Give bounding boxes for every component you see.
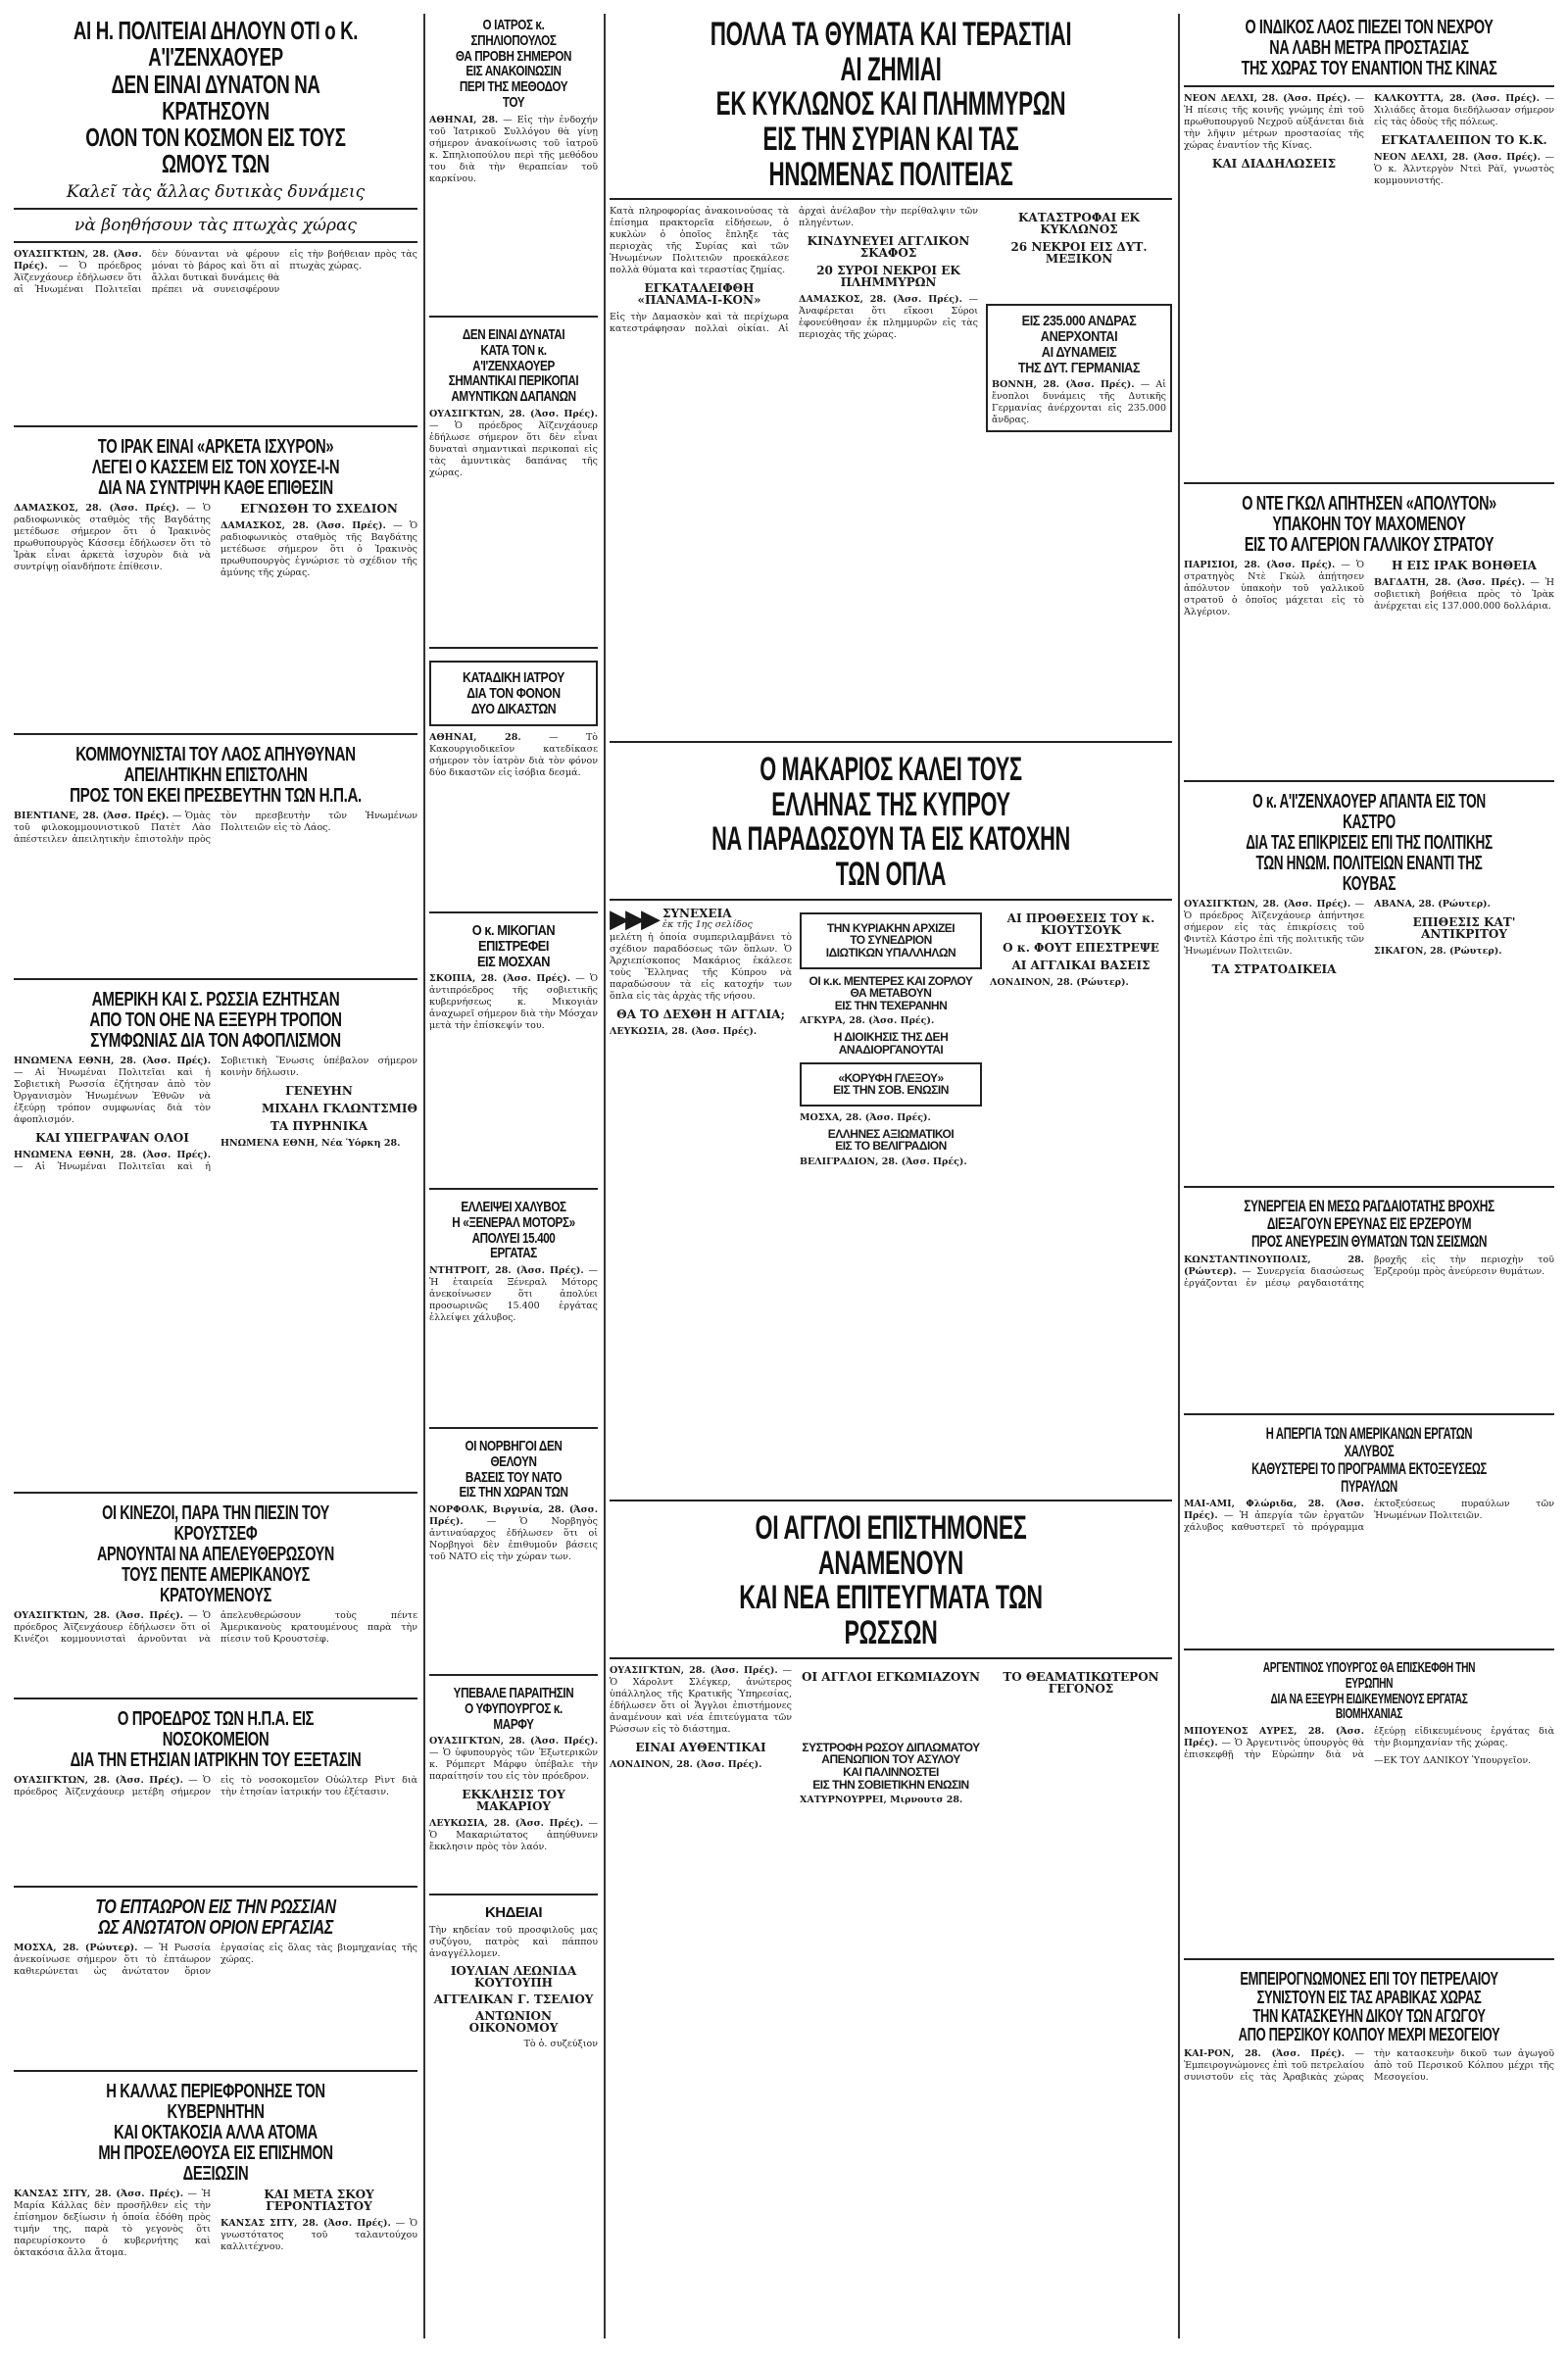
dateline: ΒΙΕΝΤΙΑΝΕ, 28. (Ἀσσ. Πρές). — [14, 811, 170, 821]
column-2 — [429, 14, 598, 2195]
article-cyclone — [610, 14, 1172, 735]
article-seven-hour — [14, 1894, 417, 2064]
signature: ΜΙΧΑΗΛ ΓΚΛΩΝΤΣΜΙΘ — [261, 1102, 417, 1115]
divider — [429, 1188, 598, 1190]
article-text: — Ὁ Χάρολντ Σλέγκερ, ἀνώτερος ὑπάλληλος τῆς Κρατικῆς Ὑπηρεσίας, ἐδήλωσεν ὅτι οἱ Ἄγγλοι ἐπιστήμονες ἀναμένουν καὶ νέα ἐπιτεύγματα τῶν Ρώσσων εἰς τὸ διάστημα. — [610, 1664, 792, 1735]
dateline: ΚΑΝΣΑΣ ΣΙΤΥ, 28. (Ἀσσ. Πρές). — [220, 2218, 391, 2229]
headline-box — [429, 661, 598, 726]
headline: Ο κ. Α'Ι'ΖΕΝΧΑΟΥΕΡ ΑΠΑΝΤΑ ΕΙΣ ΤΟΝ ΚΑΣΤΡΟ ΔΙΑ ΤΑΣ ΕΠΙΚΡΙΣΕΙΣ ΕΠΙ ΤΗΣ ΠΟΛΙΤΙΚΗΣ ΤΩΝ ΗΝΩΜ. ΠΟΛΙΤΕΙΩΝ ΕΝΑΝΤΙ ΤΗΣ ΚΟΥΒΑΣ — [1246, 791, 1493, 895]
article-eisenhower-world — [14, 14, 417, 419]
subhead: ΑΙ ΠΡΟΘΕΣΕΙΣ ΤΟΥ κ. ΚΙΟΥΤΣΟΥΚ — [1006, 910, 1155, 937]
article-erzurum-quake — [1184, 1194, 1554, 1407]
subheadline: νὰ βοηθήσουν τὰς πτωχὰς χώρας — [74, 215, 357, 235]
article-text: — Ἡ Ρωσσία ἀνεκοίνωσε σήμερον ὅτι τὸ ἑπτάωρον καθιερώνεται ὡς ἀνώτατον ὅριον ἐργασίας εἰς ὅλας τὰς βιομηχανίας τῆς χώρας. — [14, 1943, 417, 1977]
scientists-columns — [610, 1665, 1172, 2331]
subhead: «ΚΟΡΥΦΗ ΓΛΕΞΟΥ» ΕΙΣ ΤΗΝ ΣΟΒ. ΕΝΩΣΙΝ — [833, 1070, 949, 1098]
subhead: ΕΙΝΑΙ ΑΥΘΕΝΤΙΚΑΙ — [635, 1740, 766, 1754]
subhead: ΓΕΝΕΥΗΝ — [285, 1084, 353, 1098]
funeral-notices — [429, 1901, 598, 2195]
headline: ΚΗΔΕΙΑΙ — [484, 1904, 543, 1921]
headline: Ο ΝΤΕ ΓΚΩΛ ΑΠΗΤΗΣΕΝ «ΑΠΟΛΥΤΟΝ» ΥΠΑΚΟΗΝ ΤΟΥ ΜΑΧΟΜΕΝΟΥ ΕΙΣ ΤΟ ΑΛΓΕΡΙΟΝ ΓΑΛΛΙΚΟΥ ΣΤΡΑΤΟΥ — [1242, 493, 1496, 556]
article-text: Κατὰ πληροφορίας ἀνακοινούσας τὰ ἐπίσημα πρακτορεῖα εἰδήσεων, ὁ κυκλὼν ὁ ὁποῖος ἔπληξε τὰς περιοχὰς τῆς Συρίας καὶ τῶν Ἡνωμένων Πολιτειῶν προεκάλεσε πολλὰ θύματα καὶ τεραστίας ζημίας. — [610, 206, 789, 276]
article-text: — Ὁ ἀντιπρόεδρος τῆς σοβιετικῆς κυβερνήσεως κ. Μικογιὰν ἀναχωρεῖ σήμερον διὰ τὴν Μόσχαν μετὰ τὴν ἐπίσκεψίν του. — [429, 973, 598, 1032]
article-communists — [14, 741, 417, 972]
divider — [1184, 1958, 1554, 1960]
headline: ΟΙ ΝΟΡΒΗΓΟΙ ΔΕΝ ΘΕΛΟΥΝ ΒΑΣΕΙΣ ΤΟΥ ΝΑΤΟ ΕΙΣ ΤΗΝ ΧΩΡΑΝ ΤΩΝ — [459, 1438, 568, 1501]
article-body — [14, 503, 417, 726]
article-makarios — [610, 749, 1172, 1494]
article-body — [14, 1943, 417, 2050]
headline: ΤΟ ΕΠΤΑΩΡΟΝ ΕΙΣ ΤΗΝ ΡΩΣΣΙΑΝ ΩΣ ΑΝΩΤΑΤΟΝ ΟΡΙΟΝ ΕΡΓΑΣΙΑΣ — [95, 1896, 336, 1939]
article-body — [1184, 899, 1554, 1180]
divider — [1184, 780, 1554, 782]
subhead: ΕΚΚΛΗΣΙΣ ΤΟΥ ΜΑΚΑΡΙΟΥ — [462, 1788, 565, 1814]
continuation-sub: ἐκ τῆς 1ης σελίδος — [662, 918, 753, 930]
continuation-marker — [610, 904, 792, 934]
dateline: ΔΑΜΑΣΚΟΣ, 28. (Ἀσσ. Πρές). — [799, 294, 962, 306]
article-iraq — [14, 433, 417, 727]
article-norway — [429, 1435, 598, 1668]
article-text: μελέτη ἡ ὁποία συμπεριλαμβάνει τὸ σχέδιον παραδόσεως τῶν ὅπλων. Ὁ Ἀρχιεπίσκοπος Μακάριος ἐκάλεσε τοὺς Ἕλληνας τῆς Κύπρου νὰ παραδώσουν τὰ εἰς κατοχήν των ὅπλα εἰς τὰς ἀρχὰς τῆς νήσου. — [610, 931, 792, 1002]
cyclone-columns — [610, 206, 1172, 735]
subhead: Ο κ. ΦΟΥΤ ΕΠΕΣΤΡΕΨΕ — [1003, 940, 1159, 955]
subhead: ΤΑ ΣΤΡΑΤΟΔΙΚΕΙΑ — [1211, 962, 1337, 976]
article-body — [14, 1056, 417, 1477]
divider — [429, 316, 598, 318]
column-rule — [604, 14, 606, 2338]
article-text: — Ὁ γνωστότατος τοῦ ταλαντούχου καλλιτέχνου. — [220, 2218, 417, 2252]
divider — [14, 2070, 417, 2072]
headline: ΚΑΤΑΔΙΚΗ ΙΑΤΡΟΥ ΔΙΑ ΤΟΝ ΦΟΝΟΝ ΔΥΟ ΔΙΚΑΣΤΩΝ — [463, 669, 564, 717]
dateline: ΝΕΟΝ ΔΕΛΧΙ, 28. (Ἀσσ. Πρές). — [1374, 152, 1541, 163]
subhead: ΑΙ ΑΓΓΛΙΚΑΙ ΒΑΣΕΙΣ — [1011, 958, 1151, 972]
box-headline: ΕΙΣ 235.000 ΑΝΔΡΑΣ ΑΝΕΡΧΟΝΤΑΙ ΑΙ ΔΥΝΑΜΕΙΣ ΤΗΣ ΔΥΤ. ΓΕΡΜΑΝΙΑΣ — [1017, 313, 1141, 376]
subhead: ΚΑΙ ΥΠΕΓΡΑΨΑΝ ΟΛΟΙ — [35, 1131, 189, 1145]
article-text: — Συνεργεία διασώσεως ἐργάζονται ἐν μέσῳ ραγδαιοτάτης βροχῆς εἰς τὴν περιοχὴν τοῦ Ἐρζερούμ πρὸς ἀνεύρεσιν θυμάτων. — [1184, 1254, 1554, 1289]
article-doctor — [429, 14, 598, 310]
dateline: ΟΥΑΣΙΓΚΤΩΝ, 28. (Ἀσσ. Πρές). — [14, 248, 142, 271]
dateline: ΛΟΝΔΙΝΟΝ, 28. (Ἀσσ. Πρές). — [610, 1758, 762, 1770]
subhead: ΚΑΤΑΣΤΡΟΦΑΙ ΕΚ ΚΥΚΛΩΝΟΣ — [1017, 211, 1140, 237]
dateline: ΛΕΥΚΩΣΙΑ, 28. (Ἀσσ. Πρές). — [429, 1818, 584, 1830]
dateline: ΑΘΗΝΑΙ, 28. — [429, 114, 499, 125]
divider — [1184, 1413, 1554, 1415]
article-castro — [1184, 788, 1554, 1180]
headline: Η ΑΠΕΡΓΙΑ ΤΩΝ ΑΜΕΡΙΚΑΝΩΝ ΕΡΓΑΤΩΝ ΧΑΛΥΒΟΣ ΚΑΘΥΣΤΕΡΕΙ ΤΟ ΠΡΟΓΡΑΜΜΑ ΕΚΤΟΞΕΥΣΕΩΣ ΠΥΡΑΥΛΩΝ — [1251, 1424, 1487, 1496]
subhead: ΤΗΝ ΚΥΡΙΑΚΗΝ ΑΡΧΙΖΕΙ ΤΟ ΣΥΝΕΔΡΙΟΝ ΙΔΙΩΤΙΚΩΝ ΥΠΑΛΛΗΛΩΝ — [825, 920, 956, 960]
article-body — [1184, 1726, 1554, 1952]
dateline: ΔΑΜΑΣΚΟΣ, 28. (Ἀσσ. Πρές). — [14, 503, 179, 514]
divider — [610, 1500, 1172, 1501]
dateline: ΝΕΟΝ ΔΕΛΧΙ, 28. (Ἀσσ. Πρές). — [1184, 93, 1350, 104]
article-president-hospital — [14, 1705, 417, 1880]
dateline: ΣΙΚΑΓΟΝ, 28. (Ρώυτερ). — [1374, 946, 1502, 957]
divider — [610, 899, 1172, 901]
article-text: — Ὁ πρόεδρος Ἀϊζενχάουερ ἐδήλωσε σήμερον ὅτι δὲν εἶναι δυναταὶ σημαντικαὶ περικοπαὶ εἰς τὰς ἀμυντικὰς δαπάνας τῆς χώρας. — [429, 419, 598, 478]
subhead: ΣΥΣΤΡΟΦΗ ΡΩΣΟΥ ΔΙΠΛΩΜΑΤΟΥ ΑΠΕΝΩΠΙΟΝ ΤΟΥ ΑΣΥΛΟΥ ΚΑΙ ΠΑΛΙΝΝΟΣΤΕΙ ΕΙΣ ΤΗΝ ΣΟΒΙΕΤΙΚΗΝ ΕΝΩΣΙΝ — [802, 1740, 980, 1792]
dateline: ΚΩΝΣΤΑΝΤΙΝΟΥΠΟΛΙΣ, 28. (Ρώυτερ). — [1184, 1254, 1364, 1277]
subhead: ΚΑΙ ΔΙΑΔΗΛΩΣΕΙΣ — [1211, 157, 1337, 171]
article-oil-pipeline — [1184, 1966, 1554, 2329]
dateline: ΛΕΥΚΩΣΙΑ, 28. (Ἀσσ. Πρές). — [610, 1025, 758, 1037]
article-body — [1184, 93, 1554, 466]
article-body — [14, 249, 417, 419]
dateline: ΑΘΗΝΑΙ, 28. — [429, 732, 521, 744]
article-note: —ΕΚ ΤΟΥ ΔΑΝΙΚΟΥ Ὑπουργεῖον. — [1374, 1755, 1532, 1766]
divider — [1184, 1648, 1554, 1650]
article-body — [429, 973, 598, 1169]
article-callas — [14, 2078, 417, 2362]
divider — [14, 733, 417, 735]
article-text: Εἰς τὴν Δαμασκὸν καὶ τὰ περίχωρα κατεστράφησαν πολλαὶ οἰκίαι. Αἱ ἀρχαὶ ἀνέλαβον τὴν περίθαλψιν τῶν πληγέντων. — [610, 206, 978, 335]
article-body — [1184, 560, 1554, 765]
headline: ΟΙ ΑΓΓΛΟΙ ΕΠΙΣΤΗΜΟΝΕΣ ΑΝΑΜΕΝΟΥΝ ΚΑΙ ΝΕΑ ΕΠΙΤΕΥΓΜΑΤΑ ΤΩΝ ΡΩΣΣΩΝ — [739, 1509, 1043, 1652]
article-body — [429, 732, 598, 895]
article-body — [610, 206, 978, 735]
article-body — [429, 1736, 598, 1888]
headline: Η ΚΑΛΛΑΣ ΠΕΡΙΕΦΡΟΝΗΣΕ ΤΟΝ ΚΥΒΕΡΝΗΤΗΝ ΚΑΙ ΟΚΤΑΚΟΣΙΑ ΑΛΛΑ ΑΤΟΜΑ ΜΗ ΠΡΟΣΕΛΘΟΥΣΑ ΕΙΣ ΕΠΙΣΗΜΟΝ ΔΕΞΙΩΣΙΝ — [98, 2081, 333, 2185]
article-text: — Ὁ Νορβηγὸς ἀντιναύαρχος ἐδήλωσεν ὅτι οἱ Νορβηγοὶ δὲν ἐπιθυμοῦν βάσεις τοῦ ΝΑΤΟ εἰς τὴν χώραν των. — [429, 1516, 598, 1562]
article-text: — Αἱ Ἡνωμέναι Πολιτεῖαι καὶ ἡ Σοβιετικὴ Ρωσσία ἐζήτησαν ἀπὸ τὸν Ὀργανισμὸν Ἡνωμένων Ἐθνῶν νὰ ἐξεύρῃ τρόπον συμφωνίας διὰ τὸν ἀφοπλισμόν. — [14, 1067, 211, 1125]
subhead: Η ΕΙΣ ΙΡΑΚ ΒΟΗΘΕΙΑ — [1392, 559, 1537, 572]
article-steel-strike — [1184, 1421, 1554, 1643]
gleb-box — [800, 1062, 982, 1107]
article-text: — Ὁ κ. Ἀλντεργὸν Ντεὶ Ρὰϊ, γνωστὸς κομμουνιστής. — [1374, 152, 1554, 186]
funeral-footer: Τὸ ὁ. συζεύξιον — [523, 2038, 598, 2049]
subhead: ΚΙΝΔΥΝΕΥΕΙ ΑΓΓΛΙΚΟΝ ΣΚΑΦΟΣ — [807, 234, 970, 261]
article-scientists — [610, 1507, 1172, 2331]
dateline: ΝΟΡΦΟΛΚ, Βιργινία, 28. (Ἀσσ. Πρές). — [429, 1504, 598, 1527]
divider — [1184, 482, 1554, 484]
headline: ΕΜΠΕΙΡΟΓΝΩΜΟΝΕΣ ΕΠΙ ΤΟΥ ΠΕΤΡΕΛΑΙΟΥ ΣΥΝΙΣΤΟΥΝ ΕΙΣ ΤΑΣ ΑΡΑΒΙΚΑΣ ΧΩΡΑΣ ΤΗΝ ΚΑΤΑΣΚΕΥΗΝ ΔΙΚΟΥ ΤΩΝ ΑΓΩΓΟΥ ΑΠΟ ΠΕΡΣΙΚΟΥ ΚΟΛΠΟΥ ΜΕΧΡΙ ΜΕΣΟΓΕΙΟΥ — [1238, 1969, 1500, 2044]
article-text: — Ὁ στρατηγὸς Ντὲ Γκὼλ ἀπῄτησεν ἀπόλυτον ὑπακοὴν τοῦ γαλλικοῦ στρατοῦ ὁ ὁποῖος μάχεται εἰς τὸ Ἀλγέριον. — [1184, 560, 1364, 617]
dateline: ΛΟΝΔΙΝΟΝ, 28. (Ρώυτερ). — [990, 976, 1129, 988]
subhead: ΟΙ ΑΓΓΛΟΙ ΕΓΚΩΜΙΑΖΟΥΝ — [802, 1669, 980, 1684]
dateline: ΟΥΑΣΙΓΚΤΩΝ, 28. (Ἀσσ. Πρές). — [14, 1610, 183, 1621]
article-body — [800, 1665, 982, 2331]
arrow-icon: ▶▶▶ — [610, 904, 657, 934]
divider — [14, 1492, 417, 1494]
article-text: — Ὁ πρόεδρος Ἀϊζενχάουερ ἀπήντησε σήμερον εἰς τὰς ἐπικρίσεις τοῦ Φιντὲλ Κάστρο ἐπὶ τῆς πολιτικῆς τῶν Ἡνωμένων Πολιτειῶν. — [1184, 899, 1364, 957]
subhead: ΕΠΙΘΕΣΙΣ ΚΑΤ' ΑΝΤΙΚΡΙΤΟΥ — [1412, 915, 1516, 941]
column-rule — [423, 14, 425, 2338]
article-body — [1184, 1499, 1554, 1643]
subhead: 20 ΣΥΡΟΙ ΝΕΚΡΟΙ ΕΚ ΠΛΗΜΜΥΡΩΝ — [816, 264, 960, 290]
dateline: ΟΥΑΣΙΓΚΤΩΝ, 28. (Ἀσσ. Πρές). — [610, 1664, 778, 1676]
dateline: ΒΑΓΔΑΤΗ, 28. (Ἀσσ. Πρές). — [1374, 577, 1526, 588]
subhead: ΚΑΙ ΜΕΤΑ ΣΚΟΥ ΓΕΡΟΝΤΙΑΣΤΟΥ — [264, 2188, 374, 2213]
divider — [610, 741, 1172, 743]
article-text: — Ἡ Μαρία Κάλλας δὲν προσῆλθεν εἰς τὴν ἐπίσημον δεξίωσιν ἡ ὁποία ἐδόθη πρὸς τιμήν της, παρὰ τὸ γεγονὸς ὅτι παρευρίσκοντο ὁ κυβερνήτης καὶ ὀκτακόσια ἄλλα ἄτομα. — [14, 2189, 211, 2258]
article-mikoyan — [429, 919, 598, 1182]
subhead: ΕΓΚΑΤΑΛΕΙΠΟΝ ΤΟ Κ.Κ. — [1381, 133, 1547, 147]
article-text: — Ὁ ραδιοφωνικὸς σταθμὸς τῆς Βαγδάτης μετέδωσε σήμερον ὅτι ὁ Ἰρακινὸς πρωθυπουργὸς Κάσσεμ ἐδήλωσεν ὅτι τὸ Ἰρὰκ εἶναι ἀρκετὰ ἰσχυρὸν διὰ νὰ συντρίψῃ οἱανδήποτε ἐπίθεσιν. — [14, 503, 211, 572]
headline: ΟΙ ΚΙΝΕΖΟΙ, ΠΑΡΑ ΤΗΝ ΠΙΕΣΙΝ ΤΟΥ ΚΡΟΥΣΤΣΕΦ ΑΡΝΟΥΝΤΑΙ ΝΑ ΑΠΕΛΕΥΘΕΡΩΣΟΥΝ ΤΟΥΣ ΠΕΝΤΕ ΑΜΕΡΙΚΑΝΟΥΣ ΚΡΑΤΟΥΜΕΝΟΥΣ — [97, 1502, 334, 1606]
dateline: ΒΕΛΙΓΡΑΔΙΟΝ, 28. (Ἀσσ. Πρές). — [800, 1156, 967, 1167]
column-3 — [610, 14, 1172, 2331]
headline: ΕΛΛΕΙΨΕΙ ΧΑΛΥΒΟΣ Η «ΞΕΝΕΡΑΛ ΜΟΤΟΡΣ» ΑΠΟΛΥΕΙ 15.400 ΕΡΓΑΤΑΣ — [452, 1199, 575, 1262]
article-text: — Ὁ Μακαριώτατος ἀπηύθυνεν ἔκκλησιν πρὸς τὸν λαόν. — [429, 1818, 598, 1853]
subhead: 26 ΝΕΚΡΟΙ ΕΙΣ ΔΥΤ. ΜΕΞΙΚΟΝ — [1010, 240, 1148, 267]
subhead: ΕΓΚΑΤΑΛΕΙΦΘΗ «ΠΑΝΑΜΑ-Ι-ΚΟΝ» — [637, 281, 761, 308]
employees-box — [800, 912, 982, 969]
divider — [610, 1657, 1172, 1659]
article-body — [429, 1504, 598, 1668]
article-text: — Ἡ ἑταιρεία Ξένεραλ Μότορς ἀνεκοίνωσεν ὅτι ἀπολύει προσωρινῶς 15.400 ἐργάτας ἐλλείψει χάλυβος. — [429, 1265, 598, 1323]
article-doctor-sentence — [429, 655, 598, 906]
article-body — [1184, 2048, 1554, 2313]
article-body — [610, 904, 792, 1494]
article-body — [429, 1265, 598, 1421]
subhead: ΤΑ ΠΥΡΗΝΙΚΑ — [270, 1119, 368, 1133]
divider — [14, 425, 417, 427]
headline: ΤΟ ΙΡΑΚ ΕΙΝΑΙ «ΑΡΚΕΤΑ ΙΣΧΥΡΟΝ» ΛΕΓΕΙ Ο ΚΑΣΣΕΜ ΕΙΣ ΤΟΝ ΧΟΥΣΕ-Ι-Ν ΔΙΑ ΝΑ ΣΥΝΤΡΙΨΗ ΚΑΘΕ ΕΠΙΘΕΣΙΝ — [91, 436, 340, 499]
article-text: — Ὁ πρόεδρος Ἀϊζενχάουερ ἐδήλωσεν ὅτι οἱ Κινέζοι κομμουνισταὶ ἀρνοῦνται νὰ ἀπελευθερώσουν τοὺς πέντε Ἀμερικανοὺς κρατουμένους παρὰ τὴν πίεσιν τοῦ Κρουστσὲφ. — [14, 1610, 417, 1645]
article-text: — Ἡ σοβιετικὴ βοήθεια πρὸς τὸ Ἰρὰκ ἀνέρχεται εἰς 137.000.000 δολλάρια. — [1374, 577, 1554, 612]
headline: ΑΙ Η. ΠΟΛΙΤΕΙΑΙ ΔΗΛΟΥΝ ΟΤΙ ο Κ. Α'Ι'ΖΕΝΧΑΟΥΕΡ ΔΕΝ ΕΙΝΑΙ ΔΥΝΑΤΟΝ ΝΑ ΚΡΑΤΗΣΟΥΝ ΟΛΟΝ ΤΟΝ ΚΟΣΜΟΝ ΕΙΣ ΤΟΥΣ ΩΜΟΥΣ ΤΩΝ — [73, 16, 359, 179]
dateline: ΝΤΗΤΡΟΙΤ, 28. (Ἀσσ. Πρές). — [429, 1265, 584, 1276]
article-body — [429, 409, 598, 641]
divider — [1184, 1186, 1554, 1188]
dateline: ΟΥΑΣΙΓΚΤΩΝ, 28. (Ἀσσ. Πρές). — [14, 1775, 183, 1786]
divider — [429, 1674, 598, 1676]
dateline: ΟΥΑΣΙΓΚΤΩΝ, 28. (Ἀσσ. Πρές). — [1184, 899, 1351, 910]
divider — [429, 911, 598, 913]
article-argentina — [1184, 1656, 1554, 1952]
article-body — [990, 1665, 1172, 2331]
headline: ΑΜΕΡΙΚΗ ΚΑΙ Σ. ΡΩΣΣΙΑ ΕΖΗΤΗΣΑΝ ΑΠΟ ΤΟΝ ΟΗΕ ΝΑ ΕΞΕΥΡΗ ΤΡΟΠΟΝ ΣΥΜΦΩΝΙΑΣ ΔΙΑ ΤΟΝ ΑΦΟΠΛΙΣΜΟΝ — [89, 989, 342, 1052]
dateline: ΒΟΝΝΗ, 28. (Ἀσσ. Πρές). — [992, 379, 1135, 391]
subhead: ΘΑ ΤΟ ΔΕΧΘΗ Η ΑΓΓΛΙΑ; — [616, 1007, 785, 1021]
article-text: — Ἡ πίεσις τῆς κοινῆς γνώμης ἐπὶ τοῦ πρωθυπουργοῦ Νεχροῦ αὐξάνεται διὰ τὴν λῆψιν μέτρων προστασίας τῆς χώρας ἐναντίον τῆς Κίνας. — [1184, 93, 1364, 151]
headline: ΑΡΓΕΝΤΙΝΟΣ ΥΠΟΥΡΓΟΣ ΘΑ ΕΠΙΣΚΕΦΘΗ ΤΗΝ ΕΥΡΩΠΗΝ ΔΙΑ ΝΑ ΕΞΕΥΡΗ ΕΙΔΙΚΕΥΜΕΝΟΥΣ ΕΡΓΑΤΑΣ ΒΙΟΜΗΧΑΝΙΑΣ — [1262, 1659, 1476, 1723]
article-body-side — [986, 206, 1172, 735]
deceased-name: ΑΓΓΕΛΙΚΑΝ Γ. ΤΣΕΛΙΟΥ — [433, 1992, 594, 2006]
article-text: — Ὁ πρόεδρος Ἀϊζενχάουερ ἐδήλωσεν ὅτι αἱ Ἡνωμέναι Πολιτεῖαι δὲν δύνανται νὰ φέρουν μόναι τὸ βάρος καὶ ὅτι αἱ ἄλλαι δυτικαὶ δυνάμεις θὰ πρέπει νὰ συνεισφέρουν εἰς τὴν βοήθειαν πρὸς τὰς πτωχὰς χώρας. — [14, 248, 417, 295]
germany-box — [986, 304, 1172, 432]
article-general-motors — [429, 1196, 598, 1421]
dateline: ΟΥΑΣΙΓΚΤΩΝ, 28. (Ἀσσ. Πρές). — [429, 408, 598, 419]
article-body — [14, 811, 417, 967]
subhead: Η ΔΙΟΙΚΗΣΙΣ ΤΗΣ ΔΕΗ ΑΝΑΔΙΟΡΓΑΝΟΥΤΑΙ — [833, 1030, 949, 1057]
subheadline: Καλεῖ τὰς ἄλλας δυτικὰς δυνάμεις — [66, 181, 366, 202]
headline: Ο ΙΝΔΙΚΟΣ ΛΑΟΣ ΠΙΕΖΕΙ ΤΟΝ ΝΕΧΡΟΥ ΝΑ ΛΑΒΗ ΜΕΤΡΑ ΠΡΟΣΤΑΣΙΑΣ ΤΗΣ ΧΩΡΑΣ ΤΟΥ ΕΝΑΝΤΙΟΝ ΤΗΣ ΚΙΝΑΣ — [1241, 17, 1497, 79]
dateline: ΗΝΩΜΕΝΑ ΕΘΝΗ, 28. (Ἀσσ. Πρές). — [14, 1056, 211, 1066]
dateline: ΗΝΩΜΕΝΑ ΕΘΝΗ, Νέα Ὑόρκη 28. — [220, 1138, 401, 1149]
dateline: ΔΑΜΑΣΚΟΣ, 28. (Ἀσσ. Πρές). — [220, 520, 386, 531]
article-text: — Ἡ ἀπεργία τῶν ἐργατῶν χάλυβος καθυστερεῖ τὸ πρόγραμμα ἐκτοξεύσεως πυραύλων τῶν Ἡνωμένων Πολιτειῶν. — [1184, 1499, 1554, 1534]
article-text: — Ἀναφέρεται ὅτι εἴκοσι Σύροι ἐφονεύθησαν ἐκ πλημμυρῶν εἰς τὰς περιοχὰς τῆς χώρας. — [799, 294, 978, 341]
article-de-gaulle — [1184, 490, 1554, 774]
subhead: ΕΛΛΗΝΕΣ ΑΞΙΩΜΑΤΙΚΟΙ ΕΙΣ ΤΟ ΒΕΛΙΓΡΑΔΙΟΝ — [827, 1126, 955, 1154]
article-murphy — [429, 1682, 598, 1888]
headline: ΣΥΝΕΡΓΕΙΑ ΕΝ ΜΕΣΩ ΡΑΓΔΑΙΟΤΑΤΗΣ ΒΡΟΧΗΣ ΔΙΕΞΑΓΟΥΝ ΕΡΕΥΝΑΣ ΕΙΣ ΕΡΖΕΡΟΥΜ ΠΡΟΣ ΑΝΕΥΡΕΣΙΝ ΘΥΜΑΤΩΝ ΤΩΝ ΣΕΙΣΜΩΝ — [1244, 1197, 1494, 1251]
divider — [429, 647, 598, 649]
dateline: ΚΑΙ-ΡΟΝ, 28. (Ἀσσ. Πρές). — [1184, 2047, 1346, 2059]
subhead: ΟΙ κ.κ. ΜΕΝΤΕΡΕΣ ΚΑΙ ΖΟΡΛΟΥ ΘΑ ΜΕΤΑΒΟΥΝ ΕΙΣ ΤΗΝ ΤΕΧΕΡΑΝΗΝ — [808, 973, 973, 1012]
dateline: ΜΟΣΧΑ, 28. (Ἀσσ. Πρές). — [800, 1111, 931, 1123]
article-text: — Ὁ ραδιοφωνικὸς σταθμὸς τῆς Βαγδάτης μετέδωσε σήμερον ὅτι ὁ Ἰρακινὸς πρωθυπουργὸς ἐγνώρισε τὸ σχέδιον τῆς ἀμύνης τῆς χώρας. — [220, 520, 417, 578]
article-text: — Ἐμπειρογνώμονες ἐπὶ τοῦ πετρελαίου συνιστοῦν εἰς τὰς Ἀραβικὰς χώρας τὴν κατασκευὴν δικοῦ των ἀγωγοῦ ἀπὸ τοῦ Περσικοῦ Κόλπου μέχρι τῆς Μεσογείου. — [1184, 2047, 1554, 2083]
makarios-columns — [610, 904, 1172, 1494]
dateline: ΚΑΝΣΑΣ ΣΙΤΥ, 28. (Ἀσσ. Πρές). — [14, 2189, 184, 2199]
article-text: — Εἰς τὴν ἐνδοχήν τοῦ Ἰατρικοῦ Συλλόγου θὰ γίνῃ σήμερον ἀνακοίνωσις τοῦ ἰατροῦ κ. Σπηλιοπούλου περὶ τῆς μεθόδου του διὰ τὴν θεραπείαν τοῦ καρκίνου. — [429, 114, 598, 184]
headline: ΥΠΕΒΑΛΕ ΠΑΡΑΙΤΗΣΙΝ Ο ΥΦΥΠΟΥΡΓΟΣ κ. ΜΑΡΦΥ — [453, 1685, 574, 1733]
dateline: ΜΑΙ-ΑΜΙ, Φλώριδα, 28. (Ἀσσ. Πρές). — [1184, 1499, 1364, 1522]
article-defense-cuts — [429, 323, 598, 641]
dateline: ΗΝΩΜΕΝΑ ΕΘΝΗ, 28. (Ἀσσ. Πρές). — [14, 1150, 211, 1160]
divider — [1184, 85, 1554, 87]
headline: ΚΟΜΜΟΥΝΙΣΤΑΙ ΤΟΥ ΛΑΟΣ ΑΠΗΥΘΥΝΑΝ ΑΠΕΙΛΗΤΙΚΗΝ ΕΠΙΣΤΟΛΗΝ ΠΡΟΣ ΤΟΝ ΕΚΕΙ ΠΡΕΣΒΕΥΤΗΝ ΤΩΝ Η.Π.Α. — [70, 744, 362, 807]
article-text: — Αἱ Ἡνωμέναι Πολιτεῖαι καὶ ἡ Σοβιετικὴ Ἕνωσις ὑπέβαλον σήμερον κοινὴν δήλωσιν. — [14, 1056, 417, 1172]
headline: Ο ΙΑΤΡΟΣ κ. ΣΠΗΛΙΟΠΟΥΛΟΣ ΘΑ ΠΡΟΒΗ ΣΗΜΕΡΟΝ ΕΙΣ ΑΝΑΚΟΙΝΩΣΙΝ ΠΕΡΙ ΤΗΣ ΜΕΘΟΔΟΥ ΤΟΥ — [455, 17, 572, 111]
dateline: ΜΠΟΥΕΝΟΣ ΑΥΡΕΣ, 28. (Ἀσσ. Πρές). — [1184, 1726, 1364, 1748]
headline: ΠΟΛΛΑ ΤΑ ΘΥΜΑΤΑ ΚΑΙ ΤΕΡΑΣΤΙΑΙ ΑΙ ΖΗΜΙΑΙ ΕΚ ΚΥΚΛΩΝΟΣ ΚΑΙ ΠΛΗΜΜΥΡΩΝ ΕΙΣ ΤΗΝ ΣΥΡΙΑΝ ΚΑΙ ΤΑΣ ΗΝΩΜΕΝΑΣ ΠΟΛΙΤΕΙΑΣ — [710, 16, 1072, 193]
divider — [429, 1427, 598, 1429]
article-text: — Αἱ ἔνοπλοι δυνάμεις τῆς Δυτικῆς Γερμανίας ἀνέρχονται εἰς 235.000 ἄνδρας. — [992, 379, 1166, 426]
article-text: — Ὁ πρόεδρος Ἀϊζενχάουερ μετέβη σήμερον εἰς τὸ νοσοκομεῖον Οὐώλτερ Ρὶντ διὰ τὴν ἐτησίαν ἰατρικήν του ἐξέτασιν. — [14, 1775, 417, 1797]
article-text: — Χιλιάδες ἄτομα διεδήλωσαν σήμερον εἰς τὰς ὁδοὺς τῆς πόλεως. — [1374, 93, 1554, 127]
dateline: ΑΒΑΝΑ, 28. (Ρώυτερ). — [1374, 899, 1491, 910]
article-body — [429, 115, 598, 311]
article-text: — Ὁ Ἀργεντινὸς ὑπουργὸς θὰ ἐπισκεφθῇ τὴν Εὐρώπην διὰ νὰ ἐξεύρῃ εἰδικευμένους ἐργάτας διὰ τὴν βιομηχανίαν τῆς χώρας. — [1184, 1726, 1554, 1760]
headline: Ο ΜΑΚΑΡΙΟΣ ΚΑΛΕΙ ΤΟΥΣ ΕΛΛΗΝΑΣ ΤΗΣ ΚΥΠΡΟΥ ΝΑ ΠΑΡΑΔΩΣΟΥΝ ΤΑ ΕΙΣ ΚΑΤΟΧΗΝ ΤΩΝ ΟΠΛΑ — [711, 751, 1070, 894]
article-body — [429, 1925, 598, 2180]
article-body — [14, 2189, 417, 2362]
divider — [14, 241, 417, 243]
article-body — [14, 1610, 417, 1692]
dateline: ΟΥΑΣΙΓΚΤΩΝ, 28. (Ἀσσ. Πρές). — [429, 1736, 598, 1747]
column-rule — [1178, 14, 1180, 2338]
article-body — [1184, 1255, 1554, 1402]
article-text: — Τὸ Κακουργιοδικεῖον κατεδίκασε σήμερον τὸν ἰατρὸν διὰ τὸν φόνον δύο δικαστῶν εἰς ἰσόβια δεσμά. — [429, 732, 598, 779]
dateline: ΑΓΚΥΡΑ, 28. (Ἀσσ. Πρές). — [800, 1015, 935, 1027]
divider — [14, 978, 417, 980]
headline: Ο ΠΡΟΕΔΡΟΣ ΤΩΝ Η.Π.Α. ΕΙΣ ΝΟΣΟΚΟΜΕΙΟΝ ΔΙΑ ΤΗΝ ΕΤΗΣΙΑΝ ΙΑΤΡΙΚΗΝ ΤΟΥ ΕΞΕΤΑΣΙΝ — [70, 1708, 362, 1771]
divider — [14, 1698, 417, 1699]
dateline: ΧΑΤΥΡΝΟΥΡΡΕΙ, Μιρνουτσ 28. — [800, 1795, 963, 1806]
headline: Ο κ. ΜΙΚΟΓΙΑΝ ΕΠΙΣΤΡΕΦΕΙ ΕΙΣ ΜΟΣΧΑΝ — [471, 922, 556, 970]
divider — [14, 1886, 417, 1888]
subhead: ΕΓΝΩΣΘΗ ΤΟ ΣΧΕΔΙΟΝ — [240, 502, 398, 516]
article-disarmament — [14, 986, 417, 1486]
newspaper-page — [14, 14, 1554, 2338]
article-text: — Ὁ ὑφυπουργὸς τῶν Ἐξωτερικῶν κ. Ρόμπερτ Μάρφυ ὑπέβαλε τὴν παραίτησίν του εἰς τὸν πρόεδρον. — [429, 1747, 598, 1783]
article-chinese — [14, 1500, 417, 1692]
divider — [610, 198, 1172, 200]
dateline: ΣΚΟΠΙΑ, 28. (Ἀσσ. Πρές). — [429, 973, 571, 985]
article-body — [14, 1775, 417, 1880]
article-body — [990, 907, 1172, 1494]
dateline: ΜΟΣΧΑ, 28. (Ρώυτερ). — [14, 1943, 138, 1953]
dateline: ΚΑΛΚΟΥΤΤΑ, 28. (Ἀσσ. Πρές). — [1374, 93, 1540, 104]
article-body — [610, 1665, 792, 2331]
deceased-name: ΑΝΤΩΝΙΟΝ ΟΙΚΟΝΟΜΟΥ — [468, 2008, 559, 2035]
column-1 — [14, 14, 417, 2362]
divider — [429, 1894, 598, 1895]
dateline: ΠΑΡΙΣΙΟΙ, 28. (Ἀσσ. Πρές). — [1184, 560, 1336, 570]
subhead: ΤΟ ΘΕΑΜΑΤΙΚΩΤΕΡΟΝ ΓΕΓΟΝΟΣ — [1003, 1669, 1159, 1696]
article-india — [1184, 14, 1554, 476]
divider — [14, 208, 417, 210]
headline: ΔΕΝ ΕΙΝΑΙ ΔΥΝΑΤΑΙ ΚΑΤΑ ΤΟΝ κ. Α'Ι'ΖΕΝΧΑΟΥΕΡ ΣΗΜΑΝΤΙΚΑΙ ΠΕΡΙΚΟΠΑΙ ΑΜΥΝΤΙΚΩΝ ΔΑΠΑΝΩΝ — [448, 326, 579, 405]
article-text: Τὴν κηδείαν τοῦ προσφιλοῦς μας συζύγου, πατρὸς καὶ πάππου ἀναγγέλλομεν. — [429, 1924, 598, 1959]
column-4 — [1184, 14, 1554, 2329]
deceased-name: ΙΟΥΛΙΑΝ ΛΕΩΝΙΔΑ ΚΟΥΤΟΥΠΗ — [450, 1963, 577, 1990]
article-body — [800, 907, 982, 1494]
continuation-label: ΣΥΝΕΧΕΙΑ — [662, 906, 732, 920]
article-text: — Ὁμὰς τοῦ φιλοκομμουνιστικοῦ Πατὲτ Λὰο ἀπέστειλεν ἀπειλητικὴν ἐπιστολὴν πρὸς τὸν πρεσβευτὴν τῶν Ἡνωμένων Πολιτειῶν εἰς τὸ Λάος. — [14, 811, 417, 845]
